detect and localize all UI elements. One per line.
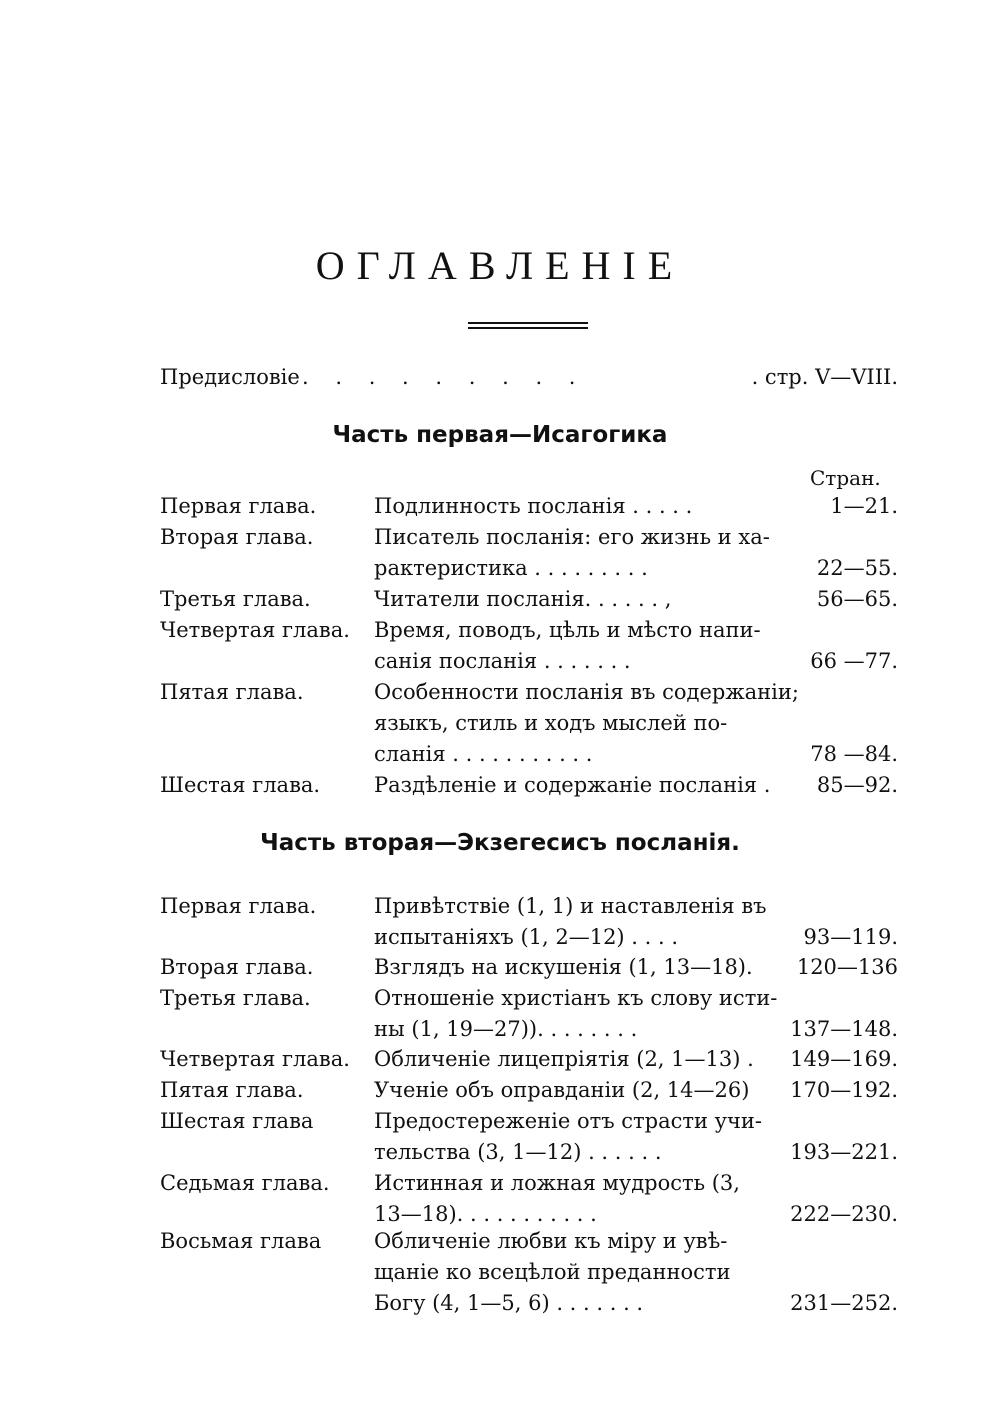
chapter-label: Вторая глава. <box>160 955 314 979</box>
chapter-label: Восьмая глава <box>160 1229 322 1253</box>
entry-description: Предостереженіе отъ страсти учи- <box>374 1109 763 1133</box>
entry-description: Взглядъ на искушенія (1, 13—18). <box>374 955 753 979</box>
preface-label: Предисловіе <box>160 365 300 389</box>
chapter-label: Четвертая глава. <box>160 618 350 642</box>
entry-description: Писатель посланія: его жизнь и ха- <box>374 525 770 549</box>
page-range: 93—119. <box>803 925 898 949</box>
entry-description: языкъ, стиль и ходъ мыслей по- <box>374 711 728 735</box>
entry-description: ны (1, 19—27)). . . . . . . . <box>374 1017 638 1041</box>
entry-description: 13—18). . . . . . . . . . . <box>374 1202 597 1226</box>
entry-description: Истинная и ложная мудрость (3, <box>374 1171 740 1195</box>
pages-column-header: Стран. <box>810 466 881 490</box>
entry-description: сланія . . . . . . . . . . . <box>374 742 593 766</box>
preface-pages: . стр. V—VIII. <box>751 365 898 389</box>
entry-description: тельства (3, 1—12) . . . . . . <box>374 1140 662 1164</box>
chapter-label: Первая глава. <box>160 494 317 518</box>
entry-description: Обличеніе любви къ міру и увѣ- <box>374 1229 728 1253</box>
chapter-label: Третья глава. <box>160 587 311 611</box>
page-range: 66 —77. <box>810 649 898 673</box>
chapter-label: Шестая глава. <box>160 773 321 797</box>
chapter-label: Шестая глава <box>160 1109 314 1133</box>
page-range: 56—65. <box>816 587 898 611</box>
entry-description: Привѣтствіе (1, 1) и наставленія въ <box>374 894 767 918</box>
entry-description: щаніе ко всецѣлой преданности <box>374 1260 731 1284</box>
chapter-label: Седьмая глава. <box>160 1171 330 1195</box>
entry-description: рактеристика . . . . . . . . . <box>374 556 648 580</box>
entry-description: Подлинность посланія . . . . . <box>374 494 693 518</box>
page-title: ОГЛАВЛЕНІЕ <box>315 243 685 288</box>
chapter-label: Пятая глава. <box>160 680 304 704</box>
preface-dots: . . . . . . . . . <box>302 365 586 389</box>
page-range: 1—21. <box>830 494 898 518</box>
page-range: 222—230. <box>790 1202 898 1226</box>
entry-description: Отношеніе христіанъ къ слову исти- <box>374 986 778 1010</box>
page-range: 231—252. <box>790 1291 898 1315</box>
entry-description: санія посланія . . . . . . . <box>374 649 631 673</box>
page-range: 149—169. <box>790 1047 898 1071</box>
page-range: 193—221. <box>790 1140 898 1164</box>
entry-description: Богу (4, 1—5, 6) . . . . . . . <box>374 1291 644 1315</box>
page-range: 170—192. <box>790 1078 898 1102</box>
page-range: 78 —84. <box>810 742 898 766</box>
page-range: 85—92. <box>816 773 898 797</box>
chapter-label: Четвертая глава. <box>160 1047 350 1071</box>
entry-description: испытаніяхъ (1, 2—12) . . . . <box>374 925 679 949</box>
entry-description: Раздѣленіе и содержаніе посланія . <box>374 773 771 797</box>
entry-description: Время, поводъ, цѣль и мѣсто напи- <box>374 618 761 642</box>
page-range: 137—148. <box>790 1017 898 1041</box>
entry-description: Читатели посланія. . . . . . , <box>374 587 672 611</box>
chapter-label: Первая глава. <box>160 894 317 918</box>
part1-heading: Часть первая—Исагогика <box>332 422 668 448</box>
title-divider <box>468 322 588 332</box>
chapter-label: Пятая глава. <box>160 1078 304 1102</box>
page-range: 22—55. <box>816 556 898 580</box>
entry-description: Особенности посланія въ содержаніи; <box>374 680 799 704</box>
chapter-label: Третья глава. <box>160 986 311 1010</box>
chapter-label: Вторая глава. <box>160 525 314 549</box>
page-range: 120—136 <box>796 955 898 979</box>
entry-description: Обличеніе лицепріятія (2, 1—13) . <box>374 1047 754 1071</box>
part2-heading: Часть вторая—Экзегесисъ посланія. <box>260 830 740 856</box>
entry-description: Ученіе объ оправданіи (2, 14—26) <box>374 1078 750 1102</box>
